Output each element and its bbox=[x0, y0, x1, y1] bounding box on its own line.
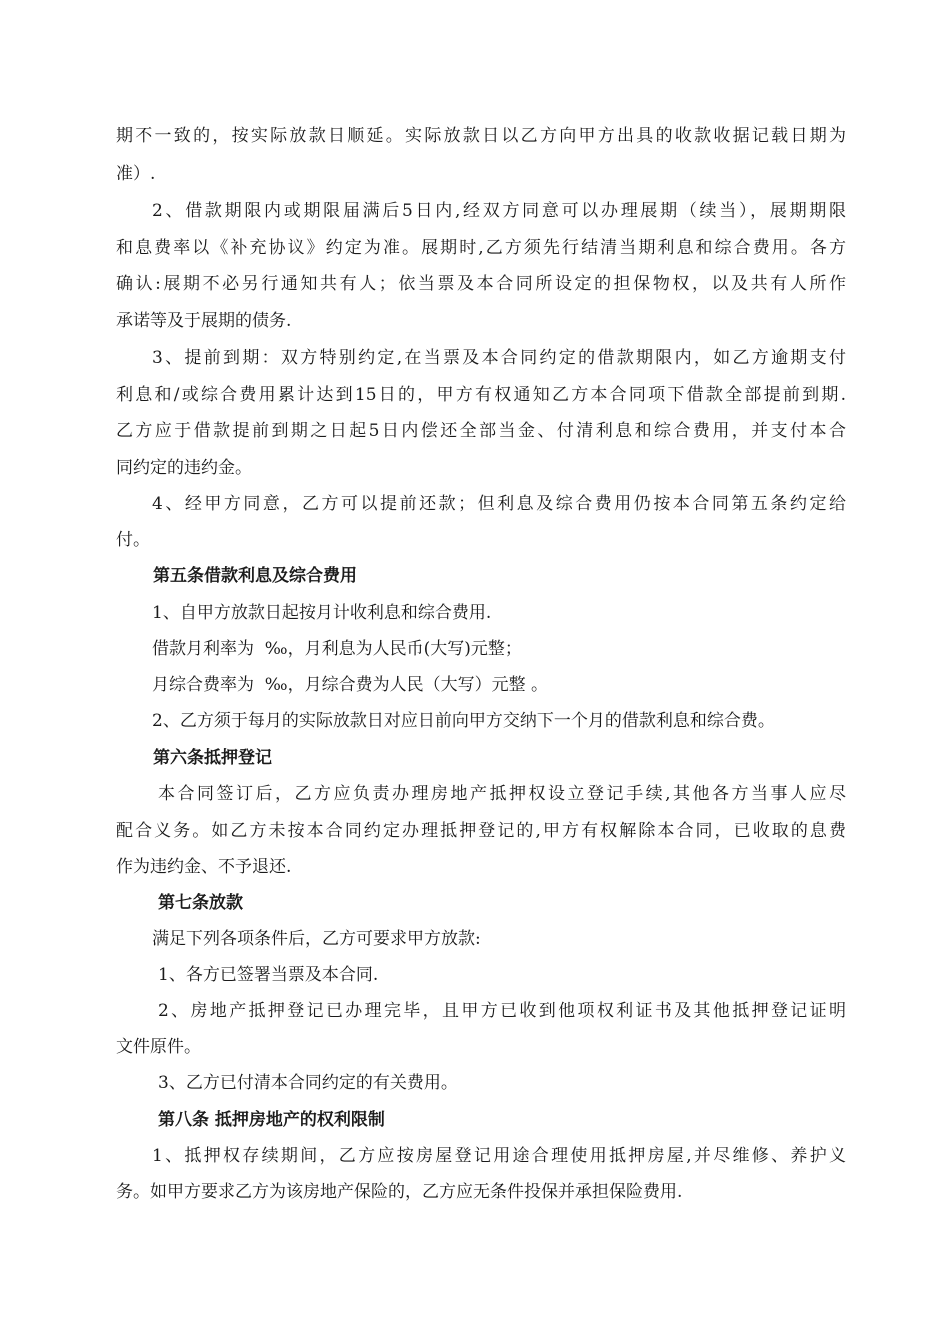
paragraph-line: 期不一致的，按实际放款日顺延。实际放款日以乙方向甲方出具的收款收据记载日期为 bbox=[116, 126, 846, 146]
paragraph-line: 满足下列各项条件后，乙方可要求甲方放款: bbox=[152, 929, 481, 949]
paragraph-line: 和息费率以《补充协议》约定为准。展期时,乙方须先行结清当期利息和综合费用。各方 bbox=[116, 238, 846, 258]
paragraph-line: 准）. bbox=[116, 164, 156, 184]
paragraph-line: 3、乙方已付清本合同约定的有关费用。 bbox=[158, 1073, 458, 1093]
paragraph-line: 乙方应于借款提前到期之日起5日内偿还全部当金、付清利息和综合费用，并支付本合 bbox=[116, 421, 846, 441]
paragraph-line: 配合义务。如乙方未按本合同约定办理抵押登记的,甲方有权解除本合同，已收取的息费 bbox=[116, 821, 846, 841]
paragraph-line: 2、房地产抵押登记已办理完毕，且甲方已收到他项权利证书及其他抵押登记证明 bbox=[158, 1001, 846, 1021]
paragraph-line: 承诺等及于展期的债务. bbox=[116, 311, 292, 331]
paragraph-line: 3、提前到期：双方特别约定,在当票及本合同约定的借款期限内，如乙方逾期支付 bbox=[152, 348, 846, 368]
paragraph-line: 作为违约金、不予退还. bbox=[116, 857, 292, 877]
paragraph-line: 4、经甲方同意，乙方可以提前还款；但利息及综合费用仍按本合同第五条约定给 bbox=[152, 494, 846, 514]
paragraph-line: 付。 bbox=[116, 530, 150, 550]
section-heading-7: 第七条放款 bbox=[158, 893, 243, 913]
paragraph-line: 确认:展期不必另行通知共有人；依当票及本合同所设定的担保物权，以及共有人所作 bbox=[116, 274, 846, 294]
paragraph-line: 务。如甲方要求乙方为该房地产保险的，乙方应无条件投保并承担保险费用. bbox=[116, 1182, 683, 1202]
paragraph-line: 1、自甲方放款日起按月计收利息和综合费用. bbox=[152, 603, 492, 623]
paragraph-line: 1、各方已签署当票及本合同. bbox=[158, 965, 379, 985]
section-heading-8: 第八条 抵押房地产的权利限制 bbox=[158, 1110, 385, 1130]
section-heading-5: 第五条借款利息及综合费用 bbox=[153, 566, 357, 586]
paragraph-line: 2、借款期限内或期限届满后5日内,经双方同意可以办理展期（续当），展期期限 bbox=[152, 201, 846, 221]
paragraph-line: 1、抵押权存续期间，乙方应按房屋登记用途合理使用抵押房屋,并尽维修、养护义 bbox=[152, 1146, 846, 1166]
paragraph-line: 本合同签订后，乙方应负责办理房地产抵押权设立登记手续,其他各方当事人应尽 bbox=[158, 784, 846, 804]
paragraph-line: 利息和/或综合费用累计达到15日的，甲方有权通知乙方本合同项下借款全部提前到期. bbox=[116, 385, 846, 405]
section-heading-6: 第六条抵押登记 bbox=[153, 748, 272, 768]
paragraph-line: 2、乙方须于每月的实际放款日对应日前向甲方交纳下一个月的借款利息和综合费。 bbox=[152, 711, 775, 731]
fee-rate-line: 月综合费率为 ‰，月综合费为人民（大写）元整 。 bbox=[152, 675, 549, 695]
paragraph-line: 同约定的违约金。 bbox=[116, 458, 252, 478]
paragraph-line: 文件原件。 bbox=[116, 1037, 201, 1057]
interest-rate-line: 借款月利率为 ‰，月利息为人民币(大写)元整； bbox=[152, 639, 522, 659]
